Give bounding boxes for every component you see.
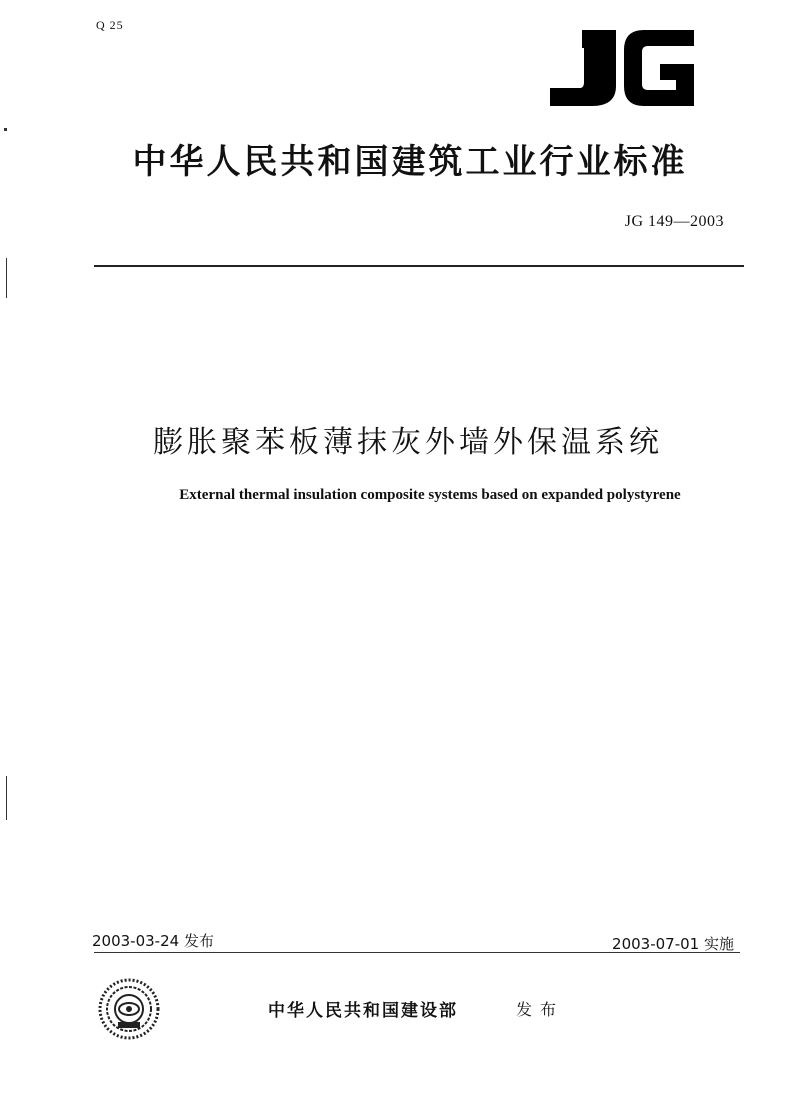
implementation-date: 2003-07-01 实施 xyxy=(612,935,734,953)
issue-date: 2003-03-24 发布 xyxy=(92,932,214,950)
industry-standard-title: 中华人民共和国建筑工业行业标准 xyxy=(132,142,688,182)
scan-mark xyxy=(6,776,7,820)
document-title-en: External thermal insulation composite systems based on expanded polystyrene xyxy=(179,487,681,503)
jg-logo-letter-g xyxy=(624,30,694,106)
issue-word: 发布 xyxy=(516,1000,565,1019)
jg-logo xyxy=(544,26,700,110)
document-title-cn: 膨胀聚苯板薄抹灰外墙外保温系统 xyxy=(153,425,663,460)
footer-divider xyxy=(94,952,740,953)
standard-number: JG 149—2003 xyxy=(624,213,724,230)
classification-code: Q 25 xyxy=(96,18,124,32)
issuing-authority: 中华人民共和国建设部 xyxy=(268,1001,458,1021)
scan-mark xyxy=(4,128,7,131)
jg-logo-letter-j xyxy=(550,30,616,106)
scan-mark xyxy=(6,258,7,298)
header-divider xyxy=(94,265,744,267)
ministry-emblem-icon xyxy=(98,978,160,1040)
